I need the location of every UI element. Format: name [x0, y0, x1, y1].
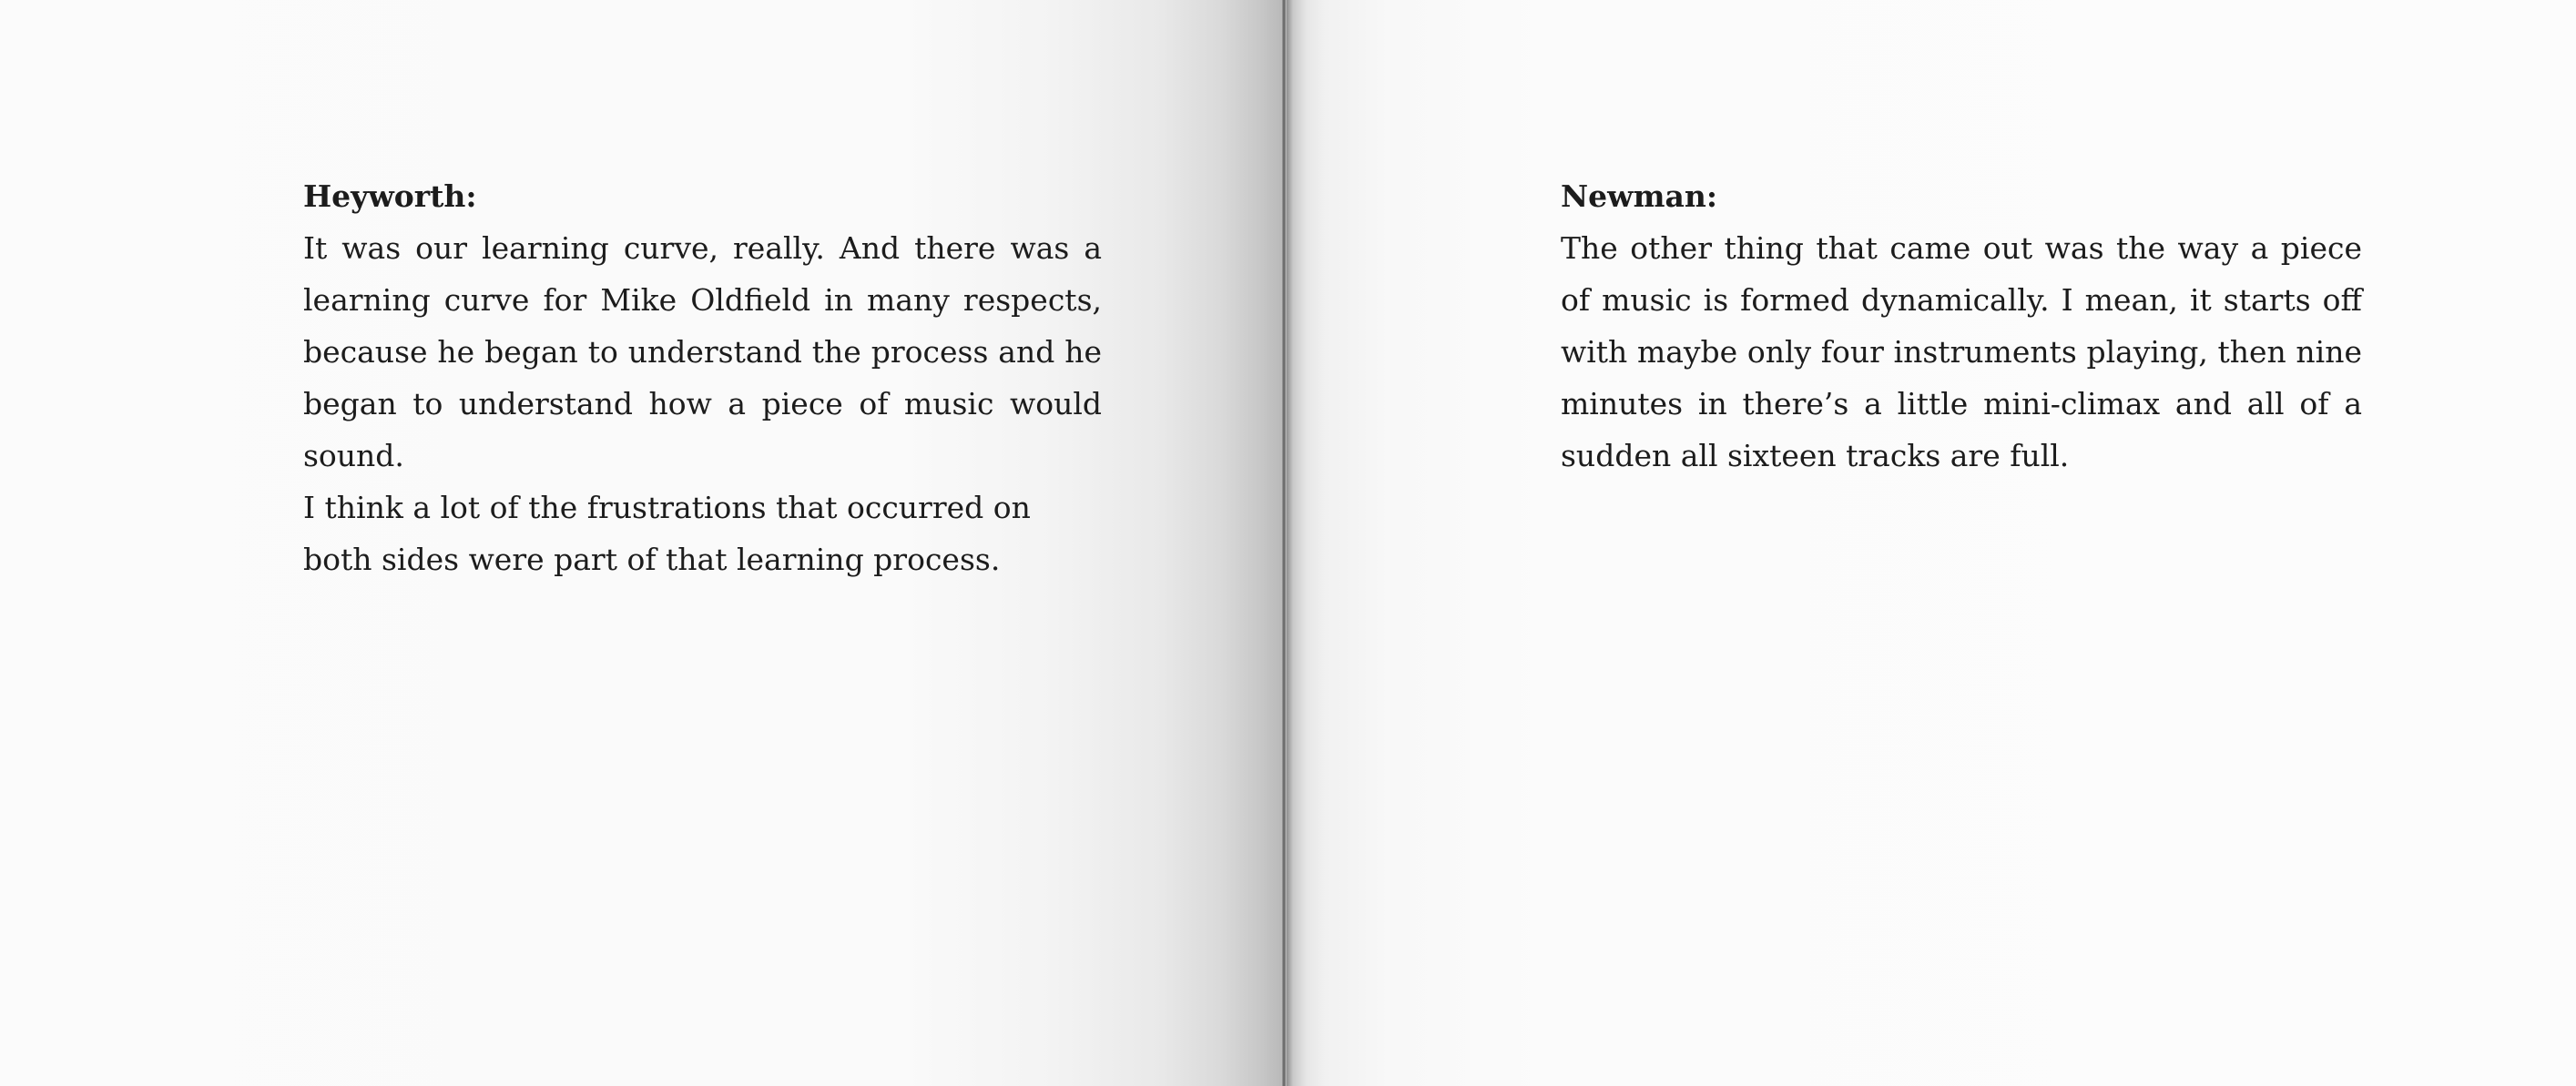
- right-page-text: [1561, 170, 2362, 482]
- paragraph: I think a lot of the frustrations that occurred on both sides were part of that learning process.: [303, 490, 1031, 577]
- book-spine-gutter: [1282, 0, 1286, 1086]
- paragraph: It was our learning curve, really. And there was a learning curve for Mike Oldfield in many respects, because he began to understand the process and he began to understand how a piece of music would sound.: [303, 230, 1102, 473]
- speaker-name-heyworth: Heyworth:: [303, 178, 477, 214]
- right-page: [1287, 0, 2576, 1086]
- left-page: [0, 0, 1287, 1086]
- left-page-text: [303, 170, 1102, 585]
- speaker-name-newman: Newman:: [1561, 178, 1718, 214]
- paragraph: The other thing that came out was the way a piece of music is formed dynamically. I mean, it starts off with maybe only four instruments playing, then nine minutes in there’s a little mini-climax and all of a sudden all sixteen tracks are full.: [1561, 230, 2362, 473]
